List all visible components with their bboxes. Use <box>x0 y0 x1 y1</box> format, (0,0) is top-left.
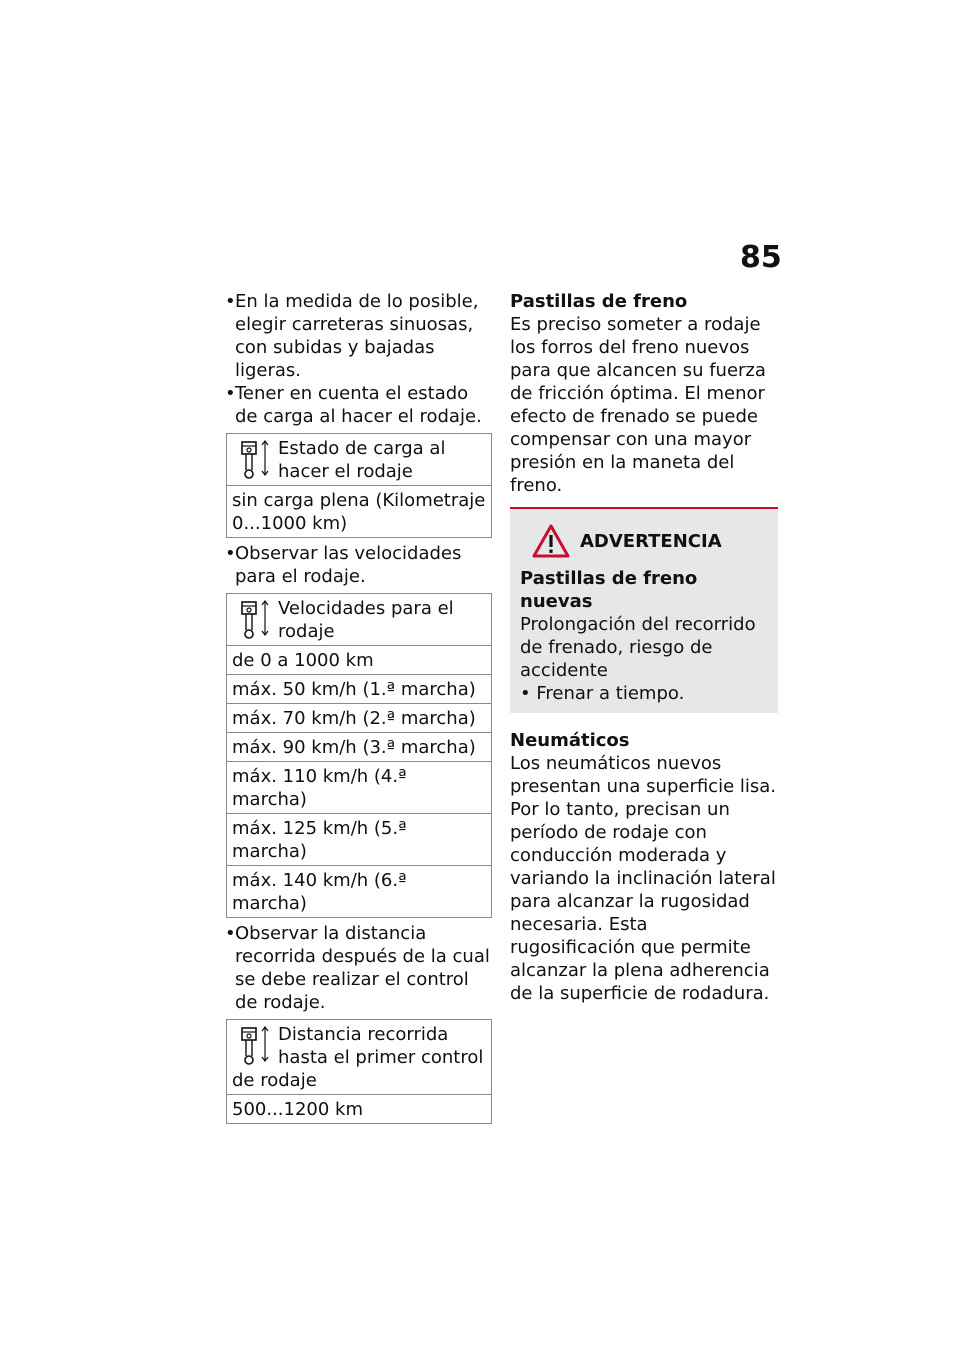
brake-pads-heading: Pastillas de freno <box>510 291 688 312</box>
table-row: 500...1200 km <box>227 1095 492 1124</box>
bullet-item: • Observar las velocidades para el rodaje. <box>226 542 492 588</box>
warning-triangle-icon <box>532 524 570 558</box>
warning-heading: Pastillas de freno nuevas <box>520 568 698 612</box>
table-row: máx. 140 km/h (6.ª marcha) <box>227 866 492 918</box>
warning-action: • Frenar a tiempo. <box>520 683 685 704</box>
page-number: 85 <box>740 240 782 275</box>
load-state-table <box>226 433 492 538</box>
table-row: máx. 110 km/h (4.ª marcha) <box>227 762 492 814</box>
table-row: máx. 70 km/h (2.ª marcha) <box>227 704 492 733</box>
table-header-cell: Distancia recorrida hasta el primer control de rodaje <box>227 1020 492 1095</box>
warning-title <box>520 523 768 559</box>
table-row: máx. 125 km/h (5.ª marcha) <box>227 814 492 866</box>
warning-label: ADVERTENCIA <box>580 530 722 552</box>
distance-table <box>226 1019 492 1124</box>
table-header-cell: Velocidades para el rodaje <box>227 594 492 646</box>
piston-icon <box>236 438 272 482</box>
table-row: máx. 50 km/h (1.ª marcha) <box>227 675 492 704</box>
table-row: de 0 a 1000 km <box>227 646 492 675</box>
tyres-text: Los neumáticos nuevos presentan una superficie lisa. Por lo tanto, precisan un período de rodaje con conducción moderada y variando la inclinación lateral para alcanzar la rugosidad necesaria. Esta rugosificación que permite alcanzar la plena adherencia de la superficie de rodadura. <box>510 753 777 1004</box>
right-column <box>510 290 778 1005</box>
warning-box <box>510 507 778 713</box>
bullet-item: • Observar la distancia recorrida después de la cual se debe realizar el control de rodaje. <box>226 922 492 1014</box>
table-row: sin carga plena (Kilometraje 0...1000 km) <box>227 486 492 538</box>
brake-pads-text: Es preciso someter a rodaje los forros del freno nuevos para que alcancen su fuerza de fricción óptima. El menor efecto de frenado se puede compensar con una mayor presión en la maneta del freno. <box>510 314 766 496</box>
piston-icon <box>236 598 272 642</box>
piston-icon <box>236 1024 272 1068</box>
table-header-cell: Estado de carga al hacer el rodaje <box>227 434 492 486</box>
warning-text: Prolongación del recorrido de frenado, riesgo de accidente <box>520 614 756 681</box>
bullet-item: • Tener en cuenta el estado de carga al hacer el rodaje. <box>226 382 492 428</box>
break-in-speed-table <box>226 593 492 918</box>
tyres-heading: Neumáticos <box>510 730 630 751</box>
left-column <box>226 290 492 1128</box>
bullet-item: • En la medida de lo posible, elegir carreteras sinuosas, con subidas y bajadas ligeras. <box>226 290 492 382</box>
table-row: máx. 90 km/h (3.ª marcha) <box>227 733 492 762</box>
